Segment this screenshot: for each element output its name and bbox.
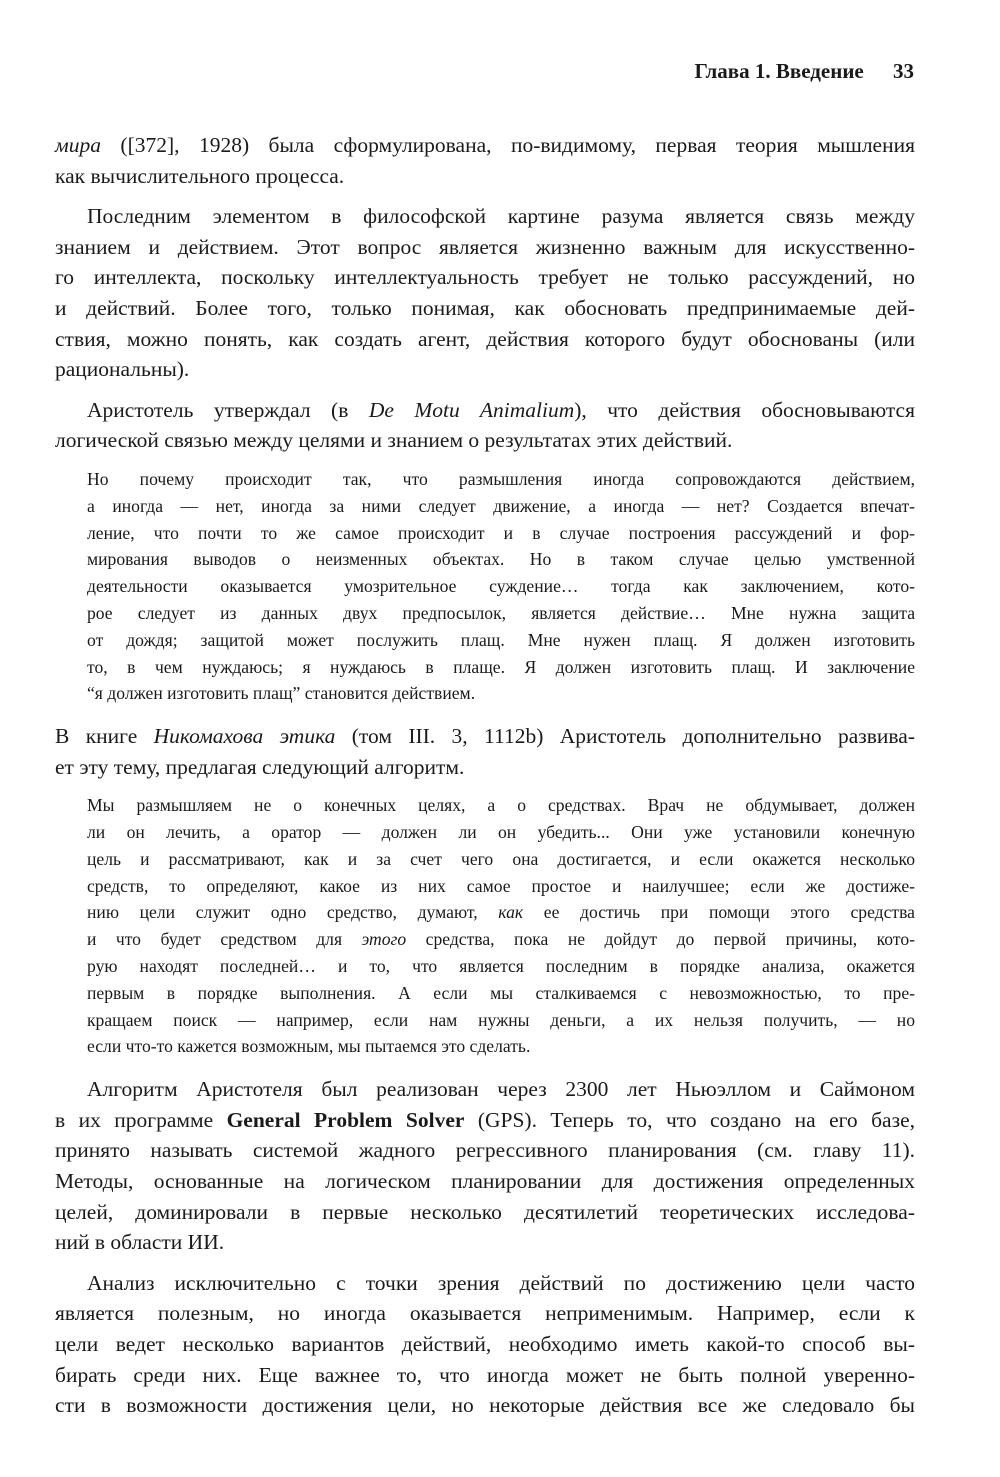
text-line	[87, 846, 915, 873]
text-line	[55, 130, 915, 161]
text-run: бирать среди них. Еще важнее то, что иногда может не быть полной уверенно-	[55, 1362, 915, 1387]
text-run: деятельности оказывается умозрительное суждение… тогда как заключением, кото-	[87, 576, 915, 597]
text-line	[87, 792, 915, 819]
italic-text: De Motu Animalium	[368, 397, 575, 422]
text-line	[87, 980, 915, 1007]
body-paragraph	[55, 395, 915, 456]
text-run: кращаем поиск — например, если нам нужны деньги, а их нельзя получить, — но	[87, 1009, 915, 1030]
text-line	[87, 600, 915, 627]
text-line	[55, 1360, 915, 1391]
text-run: ление, что почти то же самое происходит и в случае построения рассуждений и фор-	[87, 522, 915, 543]
italic-text: этого	[361, 929, 407, 950]
text-run: средства, пока не дойдут до первой причины, кото-	[406, 929, 915, 950]
chapter-title: Глава 1. Введение	[694, 59, 864, 83]
text-run: от дождя; защитой может послужить плащ. Мне нужен плащ. Я должен изготовить	[87, 629, 915, 650]
text-line	[55, 1166, 915, 1197]
block-quote	[87, 792, 915, 1060]
text-run: цель и рассматривают, как и за счет чего она достигается, и если окажется несколько	[87, 848, 915, 869]
text-run: ний в области ИИ.	[55, 1230, 225, 1255]
text-run: “я должен изготовить плащ” становится действием.	[87, 683, 476, 704]
text-line	[55, 262, 915, 293]
text-run: цели ведет несколько вариантов действий, необходимо иметь какой-то способ вы-	[55, 1332, 915, 1357]
text-line	[87, 654, 915, 681]
block-quote	[87, 466, 915, 707]
text-run: Анализ исключительно с точки зрения действий по достижению цели часто	[87, 1270, 915, 1295]
text-run: первым в порядке выполнения. А если мы сталкиваемся с невозможностью, то пре-	[87, 982, 915, 1003]
text-line	[55, 1074, 915, 1105]
text-line	[55, 1105, 915, 1136]
text-run: ствия, можно понять, как создать агент, действия которого будут обоснованы (или	[55, 326, 915, 351]
text-run: ), что действия обосновываются	[574, 397, 915, 422]
text-run: (том III. 3, 1112b) Аристотель дополнительно развива-	[335, 724, 915, 749]
text-run: ли он лечить, а оратор — должен ли он убедить... Они уже установили конечную	[87, 822, 915, 843]
body-paragraph	[55, 1074, 915, 1258]
text-line	[55, 425, 915, 456]
text-run: целей, доминировали в первые несколько десятилетий теоретических исследова-	[55, 1199, 915, 1224]
text-line	[55, 293, 915, 324]
text-run: (GPS). Теперь то, что создано на его базе,	[464, 1107, 915, 1132]
text-run: то, в чем нуждаюсь; я нуждаюсь в плаще. Я должен изготовить плащ. И заключение	[87, 656, 915, 677]
text-run: если что-то кажется возможным, мы пытаемся это сделать.	[87, 1036, 531, 1057]
body-paragraph	[55, 130, 915, 191]
text-run: является полезным, но иногда оказывается неприменимым. Например, если к	[55, 1301, 915, 1326]
text-line	[87, 926, 915, 953]
page-number: 33	[893, 59, 914, 83]
text-run: и действий. Более того, только понимая, как обосновать предпринимаемые дей-	[55, 295, 915, 320]
text-line	[55, 1227, 915, 1258]
text-run: нию цели служит одно средство, думают,	[87, 902, 499, 923]
text-line	[55, 1390, 915, 1421]
text-run: логической связью между целями и знанием о результатах этих действий.	[55, 428, 733, 453]
text-run: Последним элементом в философской картине разума является связь между	[87, 204, 915, 229]
text-line	[55, 232, 915, 263]
body-paragraph	[55, 1268, 915, 1421]
text-line	[87, 899, 915, 926]
text-run: рациональны).	[55, 357, 190, 382]
text-line	[55, 201, 915, 232]
page-body	[55, 130, 915, 1431]
running-head	[695, 58, 914, 84]
text-line	[55, 161, 915, 192]
italic-text: как	[498, 902, 524, 923]
text-run: ет эту тему, предлагая следующий алгоритм.	[55, 754, 465, 779]
body-paragraph	[55, 721, 915, 782]
italic-text: мира	[55, 133, 101, 157]
body-paragraph	[55, 201, 915, 385]
text-line	[87, 1033, 915, 1060]
text-line	[55, 1135, 915, 1166]
text-line	[55, 1298, 915, 1329]
text-line	[87, 546, 915, 573]
text-run: знанием и действием. Этот вопрос является жизненно важным для искусственно-	[55, 234, 915, 259]
text-run: Аристотель утверждал (в	[87, 397, 369, 422]
text-run: в их программе	[55, 1107, 227, 1132]
text-run: мирования выводов о неизменных объектах. Но в таком случае целью умственной	[87, 549, 915, 570]
text-run: ([372], 1928) была сформулирована, по-видимому, первая теория мышления	[100, 133, 915, 157]
text-run: средств, то определяют, какое из них самое простое и наилучшее; если же достиже-	[87, 875, 915, 896]
text-line	[87, 573, 915, 600]
text-run: В книге	[55, 724, 154, 749]
text-line	[55, 324, 915, 355]
text-run: ее достичь при помощи этого средства	[523, 902, 915, 923]
text-run: как вычислительного процесса.	[55, 163, 345, 188]
italic-text: Никомахова этика	[153, 724, 336, 749]
text-run: рую находят последней… и то, что является последним в порядке анализа, окажется	[87, 956, 915, 977]
text-line	[55, 752, 915, 783]
text-line	[55, 354, 915, 385]
text-line	[87, 466, 915, 493]
text-line	[87, 520, 915, 547]
text-line	[87, 873, 915, 900]
text-line	[55, 1329, 915, 1360]
text-run: сти в возможности достижения цели, но некоторые действия все же следовало бы	[55, 1393, 915, 1418]
text-run: Но почему происходит так, что размышления иногда сопровождаются действием,	[87, 468, 915, 489]
text-run: Мы размышляем не о конечных целях, а о средствах. Врач не обдумывает, должен	[87, 795, 915, 816]
text-line	[87, 493, 915, 520]
text-line	[87, 680, 915, 707]
text-line	[87, 953, 915, 980]
text-run: Методы, основанные на логическом планировании для достижения определенных	[55, 1169, 915, 1194]
text-run: и что будет средством для	[87, 929, 362, 950]
text-line	[87, 819, 915, 846]
text-line	[55, 395, 915, 426]
text-line	[55, 1197, 915, 1228]
text-run: Алгоритм Аристотеля был реализован через 2300 лет Ньюэллом и Саймоном	[87, 1077, 915, 1102]
text-run: а иногда — нет, иногда за ними следует движение, а иногда — нет? Создается впечат-	[87, 495, 915, 516]
text-run: принято называть системой жадного регрессивного планирования (см. главу 11).	[55, 1138, 915, 1163]
text-line	[55, 721, 915, 752]
bold-text: General Problem Solver	[226, 1107, 465, 1132]
text-run: го интеллекта, поскольку интеллектуальность требует не только рассуждений, но	[55, 265, 915, 290]
text-line	[55, 1268, 915, 1299]
text-line	[87, 627, 915, 654]
text-run: рое следует из данных двух предпосылок, является действие… Мне нужна защита	[87, 602, 915, 623]
text-line	[87, 1007, 915, 1034]
